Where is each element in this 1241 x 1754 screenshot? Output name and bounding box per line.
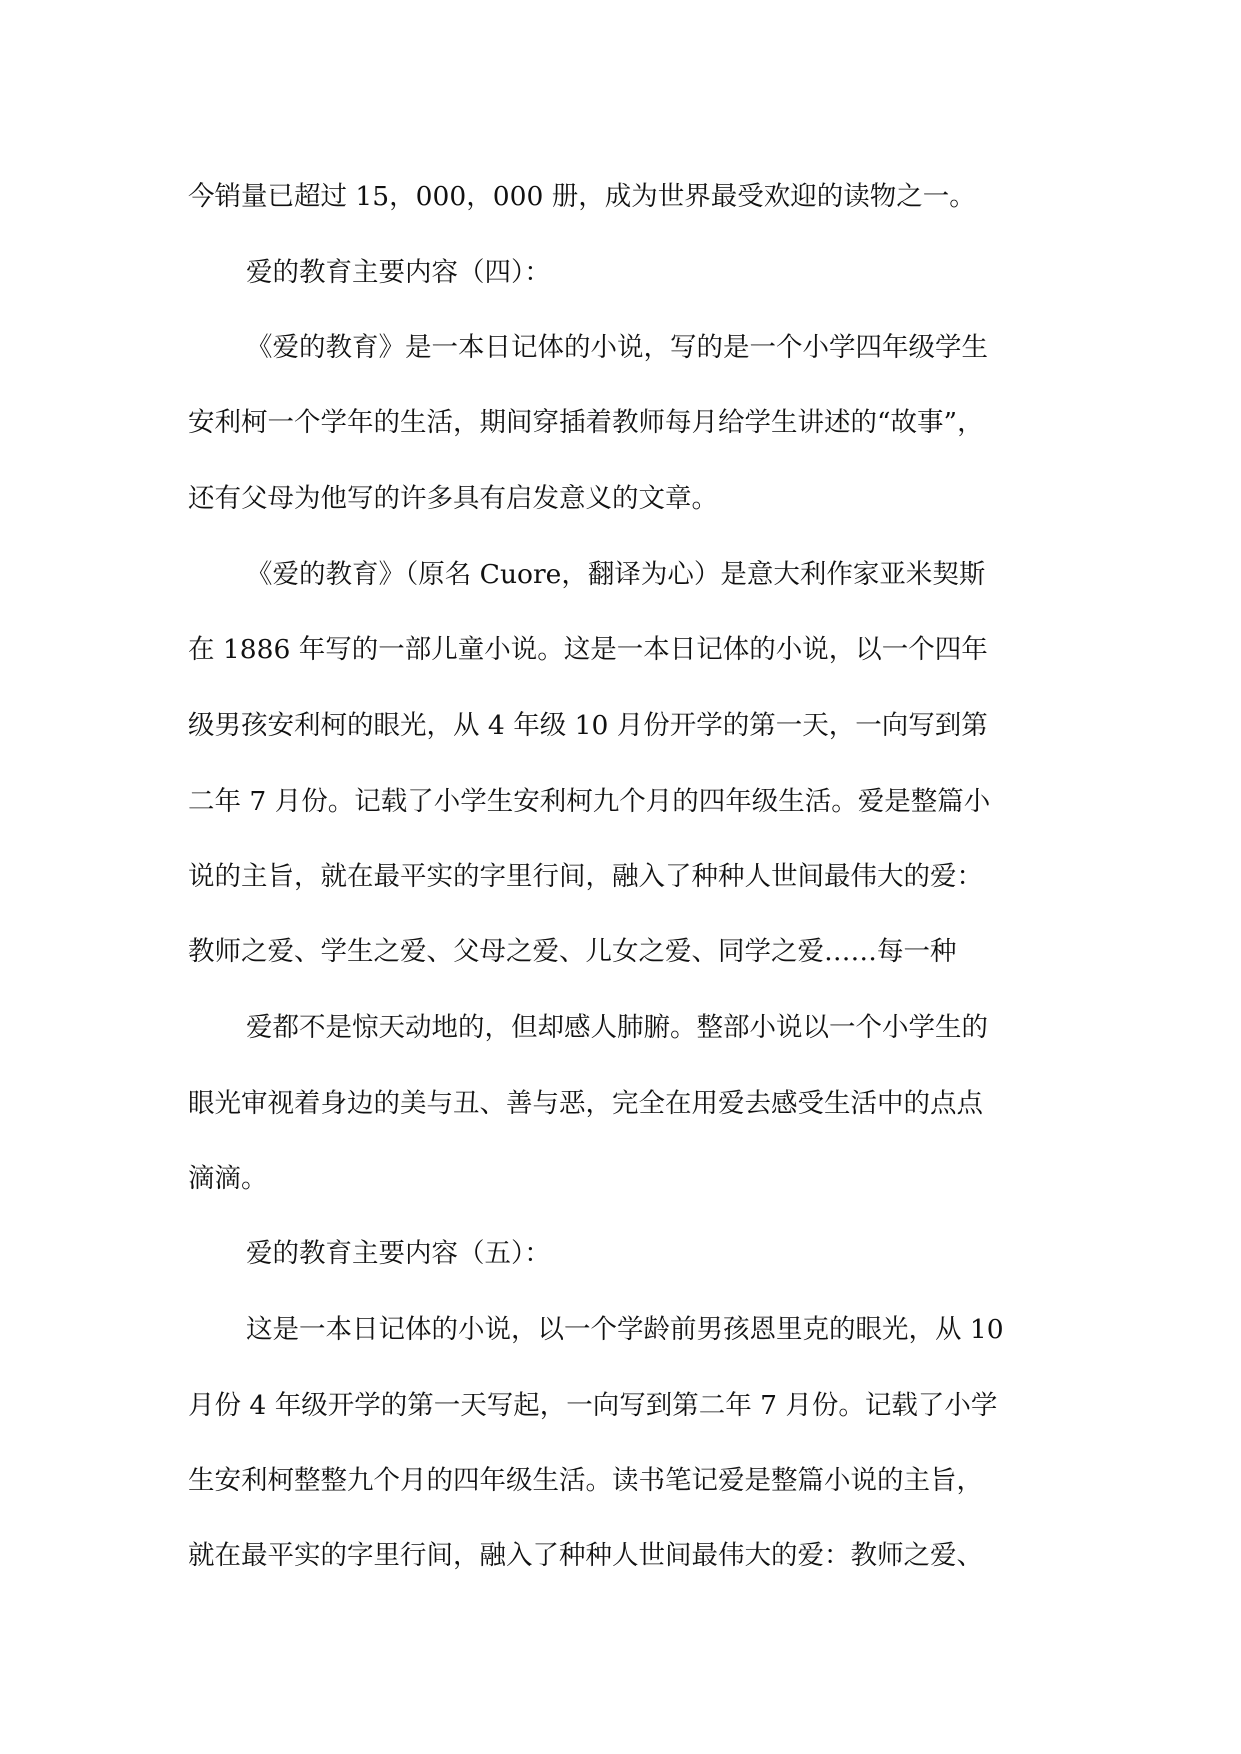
text-line: 月份 4 年级开学的第一天写起，一向写到第二年 7 月份。记载了小学	[188, 1390, 998, 1421]
section-heading: 爱的教育主要内容（四）：	[246, 257, 551, 288]
text-line: 还有父母为他写的许多具有启发意义的文章。	[188, 483, 718, 514]
text-line: 在 1886 年写的一部儿童小说。这是一本日记体的小说，以一个四年	[188, 634, 988, 665]
text-line: 生安利柯整整九个月的四年级生活。读书笔记爱是整篇小说的主旨，	[188, 1465, 983, 1496]
text-line: 这是一本日记体的小说，以一个学龄前男孩恩里克的眼光，从 10	[246, 1314, 1004, 1345]
text-line: 滴滴。	[188, 1163, 268, 1194]
text-line: 级男孩安利柯的眼光，从 4 年级 10 月份开学的第一天，一向写到第	[188, 710, 988, 741]
text-line: 就在最平实的字里行间，融入了种种人世间最伟大的爱：教师之爱、	[188, 1540, 983, 1571]
section-heading: 爱的教育主要内容（五）：	[246, 1238, 551, 1269]
text-line: 《爱的教育》是一本日记体的小说，写的是一个小学四年级学生	[246, 332, 988, 363]
text-line: 教师之爱、学生之爱、父母之爱、儿女之爱、同学之爱……每一种	[188, 936, 957, 967]
text-line: 说的主旨，就在最平实的字里行间，融入了种种人世间最伟大的爱：	[188, 861, 983, 892]
text-line: 安利柯一个学年的生活，期间穿插着教师每月给学生讲述的“故事”，	[188, 407, 984, 438]
text-line: 二年 7 月份。记载了小学生安利柯九个月的四年级生活。爱是整篇小	[188, 786, 991, 817]
text-line: 《爱的教育》（原名 Cuore，翻译为心）是意大利作家亚米契斯	[246, 559, 986, 590]
text-line: 今销量已超过 15，000，000 册，成为世界最受欢迎的读物之一。	[188, 181, 976, 212]
text-line: 爱都不是惊天动地的，但却感人肺腑。整部小说以一个小学生的	[246, 1012, 988, 1043]
text-line: 眼光审视着身边的美与丑、善与恶，完全在用爱去感受生活中的点点	[188, 1088, 983, 1119]
